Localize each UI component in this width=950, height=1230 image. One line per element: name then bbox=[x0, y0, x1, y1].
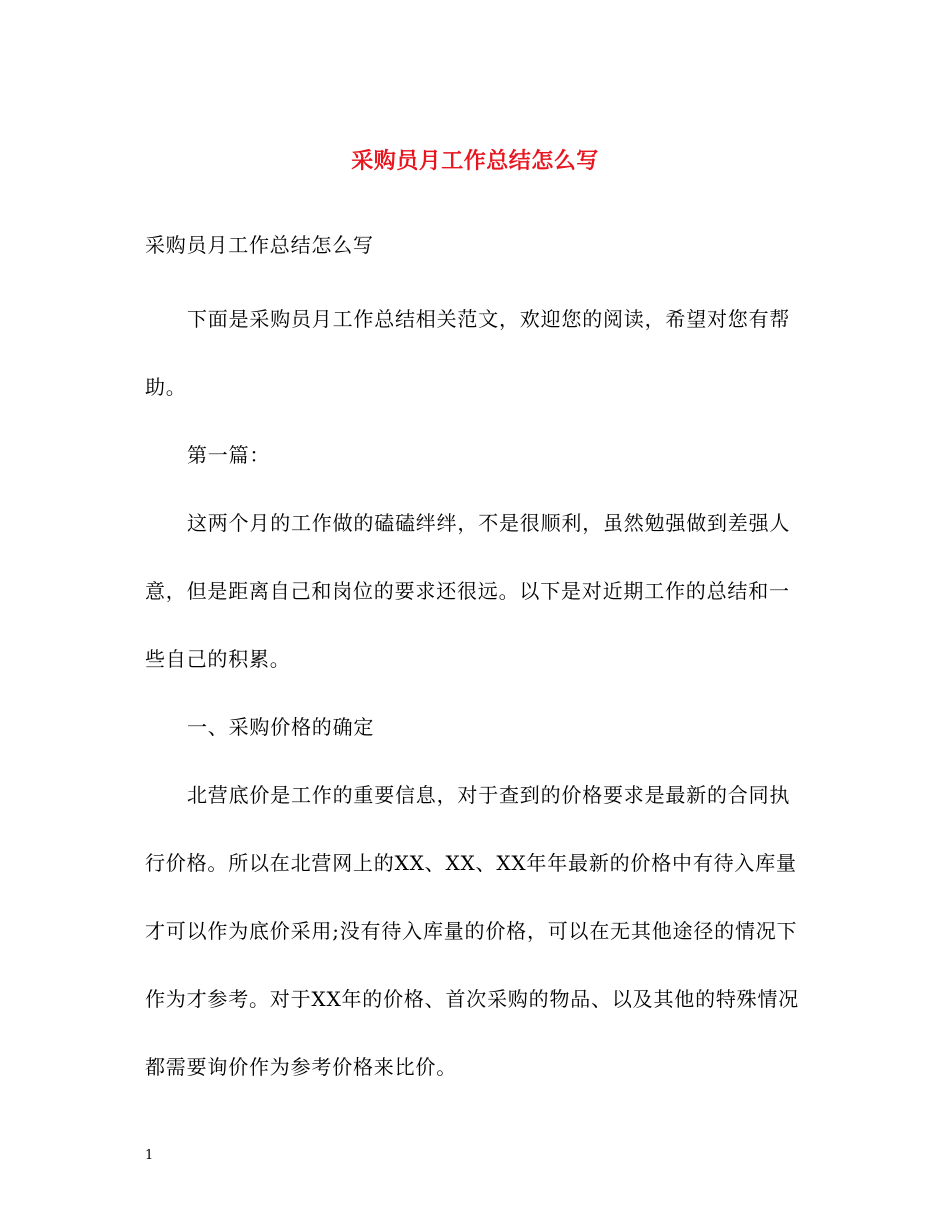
paragraph-section-label: 第一篇： bbox=[187, 443, 271, 467]
paragraph-pricing: 北营底价是工作的重要信息，对于查到的价格要求是最新的合同执行价格。所以在北营网上的XX、XX、XX年年最新的价格中有待入库量才可以作为底价采用;没有待入库量的价格，可以在无其他途径的情况下作为才参考。对于XX年的价格、首次采购的物品、以及其他的特殊情况都需要询价作为参考价格来比价。 bbox=[145, 783, 800, 1079]
document-title: 采购员月工作总结怎么写 bbox=[351, 148, 599, 174]
document-body bbox=[145, 225, 810, 1101]
paragraph-summary: 这两个月的工作做的磕磕绊绊，不是很顺利，虽然勉强做到差强人意，但是距离自己和岗位的要求还很远。以下是对近期工作的总结和一些自己的积累。 bbox=[145, 511, 791, 671]
paragraph-intro: 下面是采购员月工作总结相关范文，欢迎您的阅读，希望对您有帮助。 bbox=[145, 307, 791, 399]
body-heading-line: 采购员月工作总结怎么写 bbox=[145, 233, 374, 257]
paragraph-subheading: 一、采购价格的确定 bbox=[187, 715, 375, 739]
page-number: 1 bbox=[145, 1148, 154, 1163]
